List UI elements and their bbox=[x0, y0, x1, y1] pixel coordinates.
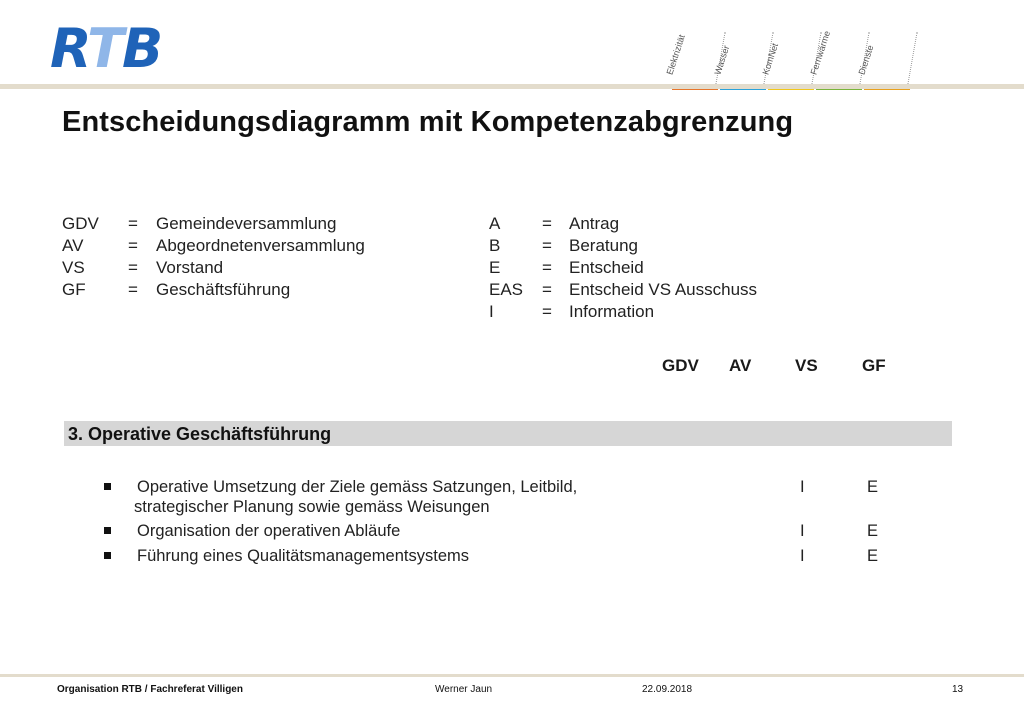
category-tab-wasser bbox=[712, 30, 766, 90]
category-tab-elektrizitaet bbox=[664, 30, 718, 90]
list-item-line: Organisation der operativen Abläufe bbox=[137, 522, 401, 540]
category-label: Fernwärme bbox=[808, 29, 833, 76]
legend-code: VS bbox=[62, 258, 85, 277]
column-header-av: AV bbox=[729, 356, 752, 375]
legend-roles bbox=[62, 213, 442, 301]
column-header-gf: GF bbox=[862, 356, 886, 375]
category-label: Dienste bbox=[856, 43, 876, 76]
category-separator bbox=[907, 32, 917, 84]
list-item-text bbox=[137, 546, 757, 566]
legend-equals: = bbox=[542, 214, 552, 233]
legend-equals: = bbox=[542, 258, 552, 277]
footer-organisation: Organisation RTB / Fachreferat Villigen bbox=[57, 684, 243, 695]
list-item-line: Führung eines Qualitätsmanagementsystems bbox=[137, 547, 469, 565]
section-title: 3. Operative Geschäftsführung bbox=[68, 424, 332, 444]
column-header-vs: VS bbox=[795, 356, 818, 375]
list-item-text bbox=[137, 521, 757, 541]
cell-gf: E bbox=[867, 478, 879, 496]
list-item-line: strategischer Planung sowie gemäss Weisungen bbox=[134, 498, 490, 516]
cell-vs: I bbox=[800, 547, 805, 565]
cell-vs: I bbox=[800, 522, 805, 540]
legend-equals: = bbox=[542, 236, 552, 255]
category-tabs bbox=[664, 29, 912, 90]
legend-equals: = bbox=[128, 214, 138, 233]
legend-description: Gemeindeversammlung bbox=[156, 214, 337, 233]
legend-equals: = bbox=[542, 302, 552, 321]
section-header bbox=[64, 421, 952, 446]
bullet-icon bbox=[104, 552, 111, 559]
page-title: Entscheidungsdiagramm mit Kompetenzabgrenzung bbox=[62, 106, 794, 138]
list-item-text bbox=[134, 477, 757, 517]
legend-row bbox=[62, 235, 442, 257]
legend-row bbox=[62, 213, 442, 235]
legend-description: Beratung bbox=[569, 236, 638, 255]
legend-description: Vorstand bbox=[156, 258, 224, 277]
column-header-gdv: GDV bbox=[662, 356, 699, 375]
footer-date: 22.09.2018 bbox=[642, 684, 693, 695]
footer-author: Werner Jaun bbox=[435, 684, 493, 695]
legend-row bbox=[489, 301, 809, 323]
legend-row bbox=[489, 213, 809, 235]
bullet-icon bbox=[104, 483, 111, 490]
category-tab-komnet bbox=[760, 30, 814, 90]
legend-row bbox=[62, 279, 442, 301]
legend-actions bbox=[489, 213, 809, 323]
category-label: Wasser bbox=[712, 44, 732, 76]
legend-description: Information bbox=[569, 302, 655, 321]
header-divider bbox=[0, 84, 1024, 89]
legend-code: A bbox=[489, 214, 501, 233]
legend-code: I bbox=[489, 302, 494, 321]
list-item-line: Operative Umsetzung der Ziele gemäss Satzungen, Leitbild, bbox=[137, 478, 578, 496]
bullet-icon bbox=[104, 527, 111, 534]
cell-gf: E bbox=[867, 522, 879, 540]
legend-code: AV bbox=[62, 236, 84, 255]
legend-equals: = bbox=[542, 280, 552, 299]
legend-description: Abgeordnetenversammlung bbox=[156, 236, 365, 255]
legend-code: EAS bbox=[489, 280, 524, 299]
page-number: 13 bbox=[952, 684, 964, 695]
legend-equals: = bbox=[128, 258, 138, 277]
category-tab-fernwaerme bbox=[808, 29, 862, 90]
legend-code: E bbox=[489, 258, 501, 277]
footer-divider bbox=[0, 674, 1024, 677]
category-label: Elektrizität bbox=[664, 33, 687, 76]
legend-code: GDV bbox=[62, 214, 99, 233]
legend-row bbox=[62, 257, 442, 279]
legend-equals: = bbox=[128, 280, 138, 299]
legend-description: Geschäftsführung bbox=[156, 280, 291, 299]
cell-vs: I bbox=[800, 478, 805, 496]
legend-description: Entscheid bbox=[569, 258, 644, 277]
list-item bbox=[104, 546, 664, 568]
category-label: KomNet bbox=[760, 41, 781, 76]
category-tab-dienste bbox=[856, 30, 910, 90]
legend-equals: = bbox=[128, 236, 138, 255]
legend-row bbox=[489, 235, 809, 257]
legend-code: B bbox=[489, 236, 501, 255]
rtb-logo: RTB bbox=[50, 17, 162, 80]
cell-gf: E bbox=[867, 547, 879, 565]
list-item bbox=[104, 477, 664, 519]
legend-row bbox=[489, 257, 809, 279]
list-item bbox=[104, 521, 664, 543]
legend-description: Antrag bbox=[569, 214, 620, 233]
legend-code: GF bbox=[62, 280, 86, 299]
legend-description: Entscheid VS Ausschuss bbox=[569, 280, 758, 299]
legend-row bbox=[489, 279, 809, 301]
